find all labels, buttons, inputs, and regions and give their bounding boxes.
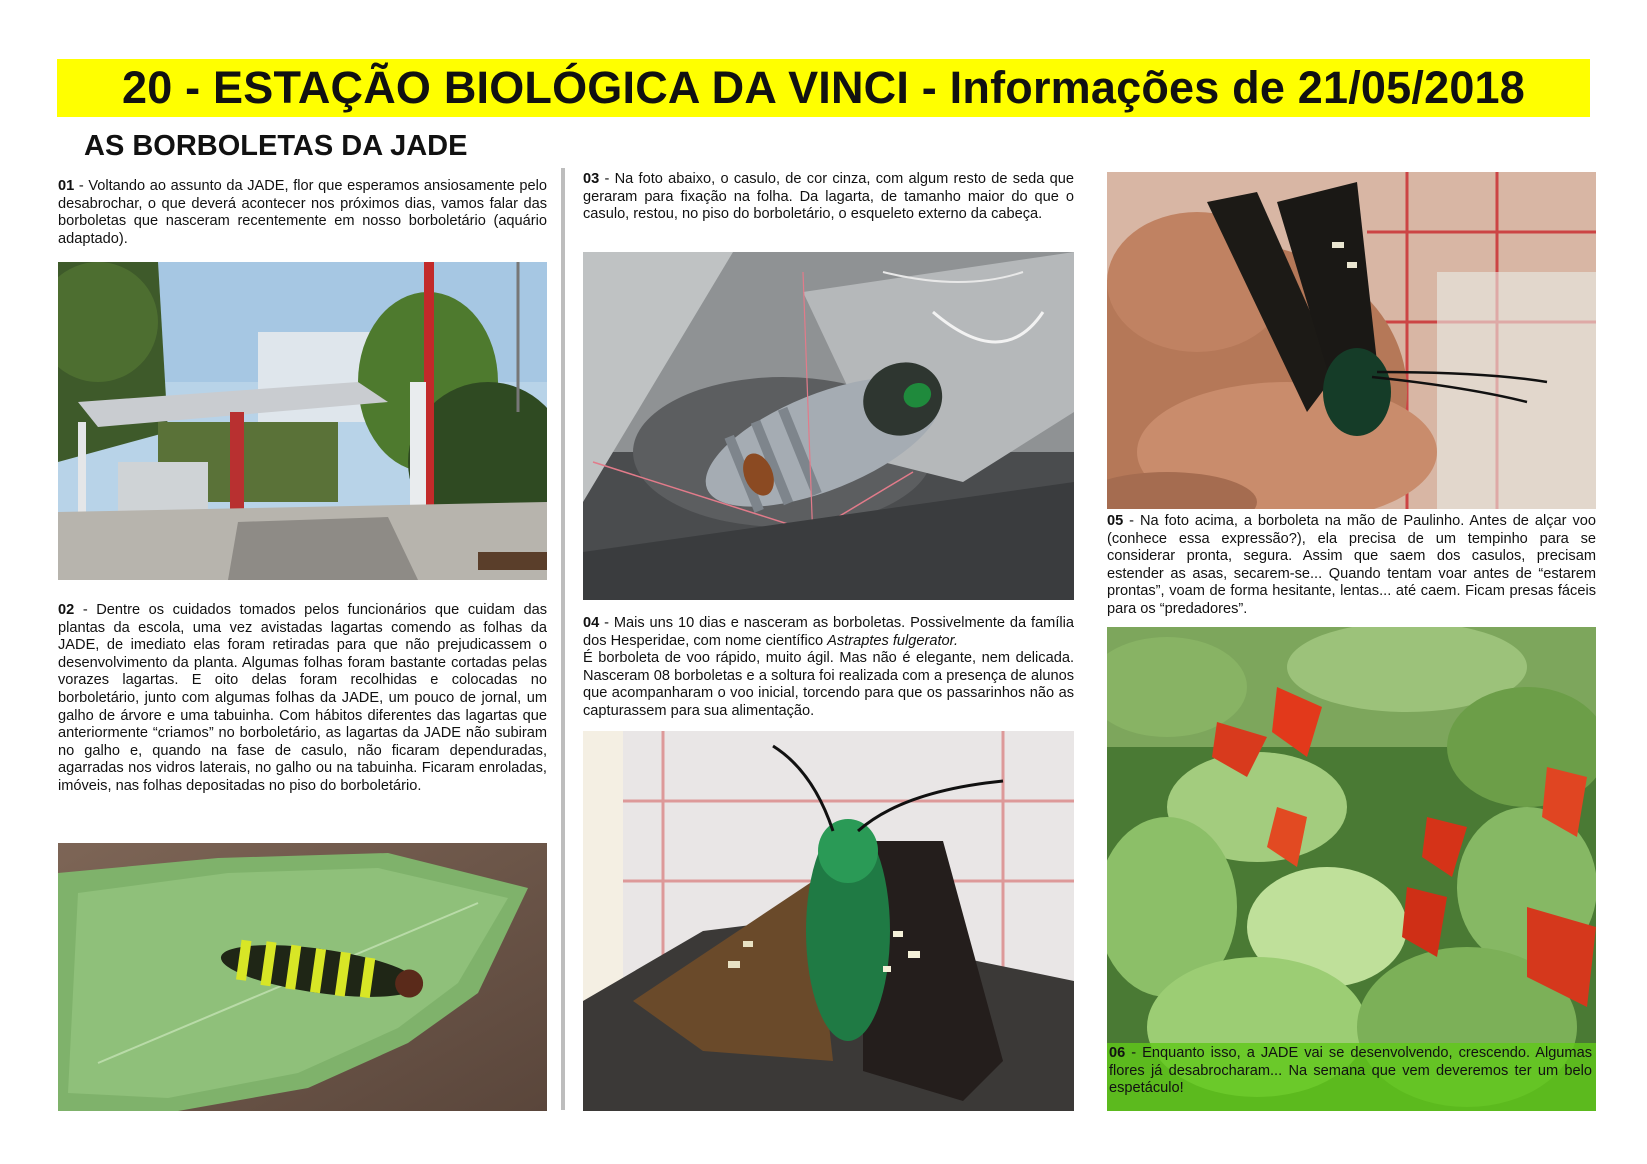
title-banner bbox=[57, 59, 1590, 117]
section-04-text: 04 - Mais uns 10 dias e nasceram as borboletas. Possivelmente da família dos Hesperidae, com nome científico Astraptes fulgerator. É borboleta de voo rápido, muito ágil. Mas não é elegante, nem delicada. Nasceram 08 borboletas e a soltura foi realizada com a presença de alunos que acompanharam o voo inicial, torcendo para que os passarinhos não as capturassem para sua alimentação. bbox=[583, 615, 1074, 719]
section-number: 06 bbox=[1109, 1045, 1126, 1061]
section-number: 04 bbox=[583, 615, 600, 631]
page-title: 20 - ESTAÇÃO BIOLÓGICA DA VINCI - Informações de 21/05/2018 bbox=[122, 62, 1525, 113]
section-number: 05 bbox=[1107, 513, 1124, 529]
section-03-text: 03 - Na foto abaixo, o casulo, de cor cinza, com algum resto de seda que geraram para fixação na folha. Da lagarta, de tamanho maior do que o casulo, restou, no piso do borboletário, o esqueleto externo da cabeça. bbox=[583, 171, 1074, 223]
section-02-text: 02 - Dentre os cuidados tomados pelos funcionários que cuidam das plantas da escola, uma vez avistadas lagartas comendo as folhas da JADE, de imediato elas foram retiradas para que não prejudicassem o desenvolvimento da planta. Algumas folhas foram bastante cortadas pelas vorazes lagartas. E oito delas foram recolhidas e colocadas no borboletário, junto com algumas folhas da JADE, um pouco de jornal, um galho de árvore e uma tabuinha. Com hábitos diferentes das lagartas que anteriormente “criamos” no borboletário, as lagartas da JADE não subiram no galho e, quando na fase de casulo, não ficaram dependuradas, agarradas nos vidros laterais, no galho ou na tabuinha. Ficaram enroladas, imóveis, nas folhas depositadas no piso do borboletário. bbox=[58, 602, 547, 794]
section-06-text: 06 - Enquanto isso, a JADE vai se desenvolvendo, crescendo. Algumas flores já desabrocharam... Na semana que vem deveremos ter um belo espetáculo! bbox=[1107, 1043, 1596, 1111]
column-divider bbox=[561, 168, 565, 1110]
species-name: Astraptes fulgerator. bbox=[827, 632, 959, 649]
section-number: 02 bbox=[58, 602, 75, 618]
photo-jade-vine bbox=[1107, 627, 1596, 1111]
section-number: 03 bbox=[583, 171, 600, 187]
photo-cocoon bbox=[583, 252, 1074, 600]
section-01-text: 01 - Voltando ao assunto da JADE, flor que esperamos ansiosamente pelo desabrochar, o que deverá acontecer nos próximos dias, vamos falar das borboletas que nasceram recentemente em nosso borboletário (aquário adaptado). bbox=[58, 178, 547, 247]
photo-school-plaza bbox=[58, 262, 547, 580]
photo-butterfly-in-hand bbox=[1107, 172, 1596, 509]
section-number: 01 bbox=[58, 178, 75, 194]
photo-caterpillar-on-leaf bbox=[58, 843, 547, 1111]
page-subtitle: AS BORBOLETAS DA JADE bbox=[84, 130, 468, 162]
section-05-text: 05 - Na foto acima, a borboleta na mão de Paulinho. Antes de alçar voo (conhece essa expressão?), ela precisa de um tempinho para se considerar pronta, segura. Assim que saem dos casulos, precisam estender as asas, secarem-se... Quando tentam voar antes de “estarem prontas”, voam de forma hesitante, lentas... até caem. Ficam presas fáceis para os “predadores”. bbox=[1107, 513, 1596, 617]
photo-butterfly bbox=[583, 731, 1074, 1111]
